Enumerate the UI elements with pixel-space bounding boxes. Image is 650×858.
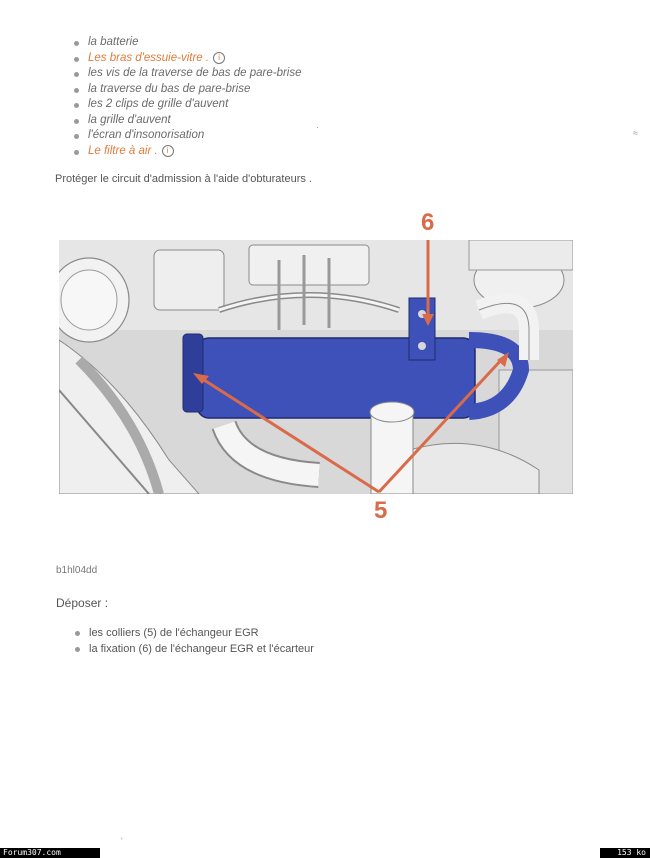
scan-speck: ' xyxy=(121,836,123,846)
egr-exchanger-figure xyxy=(59,240,573,494)
info-icon[interactable]: i xyxy=(213,52,225,64)
list-item: la batterie xyxy=(72,35,302,51)
deposer-heading: Déposer : xyxy=(56,596,109,610)
protect-instruction: Protéger le circuit d'admission à l'aide d'obturateurs . xyxy=(55,173,312,185)
list-item: les colliers (5) de l'échangeur EGR xyxy=(74,625,314,641)
info-icon[interactable]: i xyxy=(162,145,174,157)
figure-caption: b1hl04dd xyxy=(56,565,98,576)
figure-label-6: 6 xyxy=(421,209,435,236)
figure-label-5: 5 xyxy=(374,497,388,524)
list-item: les 2 clips de grille d'auvent xyxy=(72,97,302,113)
removal-list-top xyxy=(72,35,302,159)
list-item: la fixation (6) de l'échangeur EGR et l'écarteur xyxy=(74,641,314,657)
footer-file-size: 153 ko xyxy=(600,848,650,858)
footer-site: Forum307.com xyxy=(0,848,100,858)
list-item: les vis de la traverse de bas de pare-brise xyxy=(72,66,302,82)
scan-speck: ≈ xyxy=(633,128,638,138)
list-item: l'écran d'insonorisation xyxy=(72,128,302,144)
removal-list-bottom xyxy=(74,625,314,657)
engine-illustration xyxy=(59,240,573,494)
list-item-link[interactable]: Le filtre à air . i xyxy=(72,144,302,160)
list-item: la traverse du bas de pare-brise xyxy=(72,82,302,98)
list-item: la grille d'auvent xyxy=(72,113,302,129)
scan-speck: · xyxy=(316,122,319,132)
list-item-link[interactable]: Les bras d'essuie-vitre . i xyxy=(72,51,302,67)
